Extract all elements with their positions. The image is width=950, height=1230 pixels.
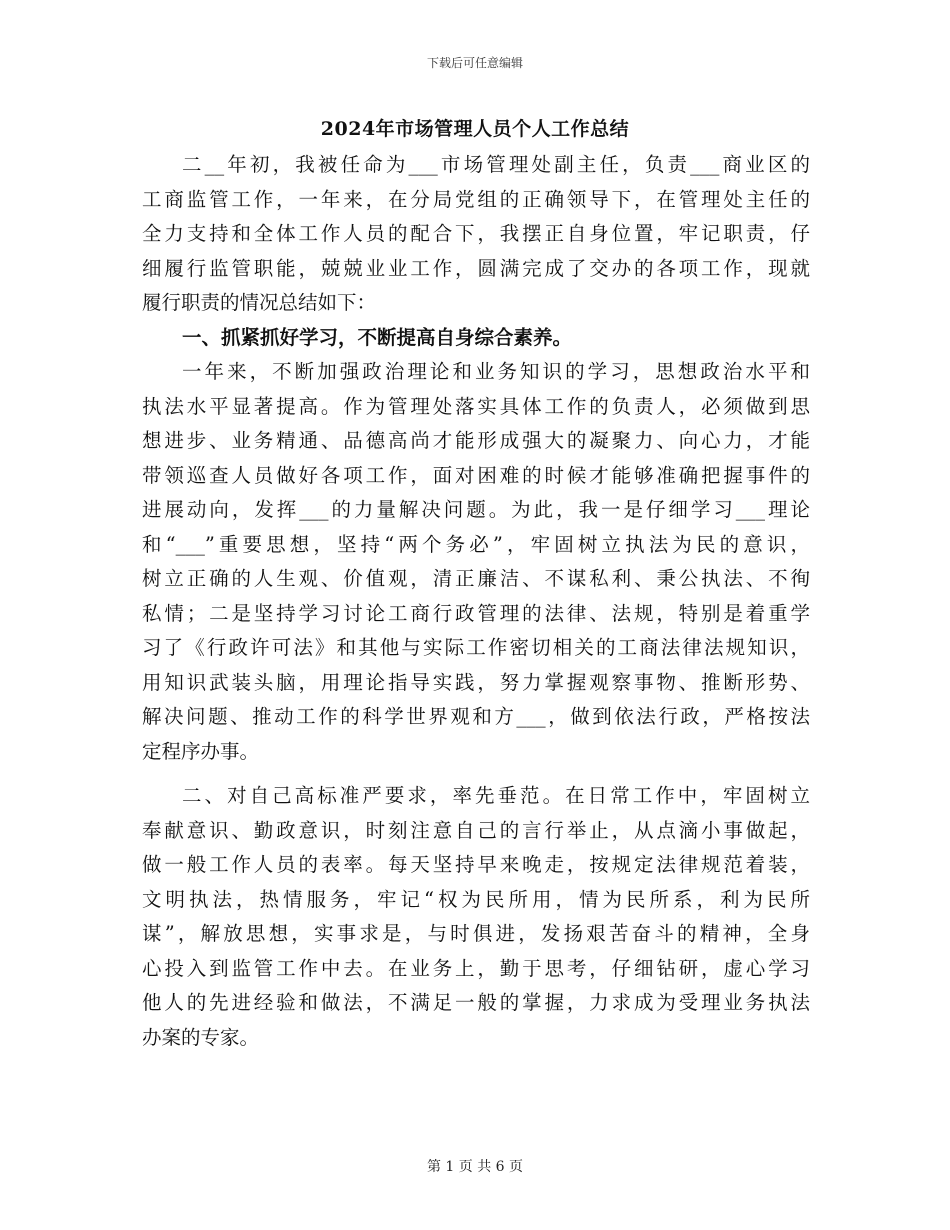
text-line: 做一般工作人员的表率。每天坚持早来晚走，按规定法律规范着装， — [142, 853, 810, 876]
text-line: 文明执法，热情服务，牢记“权为民所用，情为民所系，利为民所 — [142, 887, 810, 911]
text-line: 执法水平显著提高。作为管理处落实具体工作的负责人，必须做到思 — [142, 394, 810, 418]
text-line: 他人的先进经验和做法，不满足一般的掌握，力求成为受理业务执法 — [142, 991, 810, 1014]
paragraph-intro — [142, 148, 810, 321]
text-line: 二__年初，我被任命为___市场管理处副主任，负责___商业区的 — [182, 153, 810, 176]
section-heading: 一、抓紧抓好学习，不断提高自身综合素养。 — [182, 325, 573, 349]
text-line: 解决问题、推动工作的科学世界观和方___，做到依法行政，严格按法 — [142, 705, 810, 728]
text-line: 心投入到监管工作中去。在业务上，勤于思考，仔细钻研，虚心学习 — [142, 956, 810, 980]
header-note: 下载后可任意编辑 — [426, 56, 523, 70]
text-line: 树立正确的人生观、价值观，清正廉洁、不谋私利、秉公执法、不徇 — [142, 567, 810, 590]
document-body — [142, 148, 810, 1055]
text-line: 进展动向，发挥___的力量解决问题。为此，我一是仔细学习___理论 — [142, 498, 810, 521]
text-line: 工商监管工作，一年来，在分局党组的正确领导下，在管理处主任的 — [142, 187, 810, 211]
text-line: 私情；二是坚持学习讨论工商行政管理的法律、法规，特别是着重学 — [142, 601, 810, 625]
document-title: 2024年市场管理人员个人工作总结 — [320, 118, 630, 140]
text-line: 细履行监管职能，兢兢业业工作，圆满完成了交办的各项工作，现就 — [142, 256, 810, 280]
text-line: 谋”，解放思想，实事求是，与时俱进，发扬艰苦奋斗的精神，全身 — [142, 922, 810, 945]
text-line: 想进步、业务精通、品德高尚才能形成强大的凝聚力、向心力，才能 — [142, 429, 810, 452]
text-line: 奉献意识、勤政意识，时刻注意自己的言行举止，从点滴小事做起， — [142, 818, 810, 842]
text-line: 一年来，不断加强政治理论和业务知识的学习，思想政治水平和 — [182, 360, 810, 383]
text-line: 二、对自己高标准严要求，率先垂范。在日常工作中，牢固树立 — [182, 784, 810, 807]
paragraph-gap — [142, 769, 810, 779]
text-line: 和“___”重要思想，坚持“两个务必”，牢固树立执法为民的意识， — [142, 532, 810, 556]
text-line: 带领巡查人员做好各项工作，面对困难的时候才能够准确把握事件的 — [142, 463, 810, 487]
page-number-footer: 第 1 页 共 6 页 — [426, 1159, 524, 1175]
text-line: 定程序办事。 — [142, 739, 260, 763]
text-line: 全力支持和全体工作人员的配合下，我摆正自身位置，牢记职责，仔 — [142, 222, 810, 245]
text-line: 用知识武装头脑，用理论指导实践，努力掌握观察事物、推断形势、 — [142, 670, 810, 694]
section-heading-1 — [142, 321, 810, 356]
text-line: 办案的专家。 — [142, 1025, 260, 1049]
paragraph-standards — [142, 779, 810, 1055]
text-line: 习了《行政许可法》和其他与实际工作密切相关的工商法律法规知识， — [142, 636, 810, 659]
paragraph-study — [142, 355, 810, 769]
text-line: 履行职责的情况总结如下： — [142, 291, 377, 314]
